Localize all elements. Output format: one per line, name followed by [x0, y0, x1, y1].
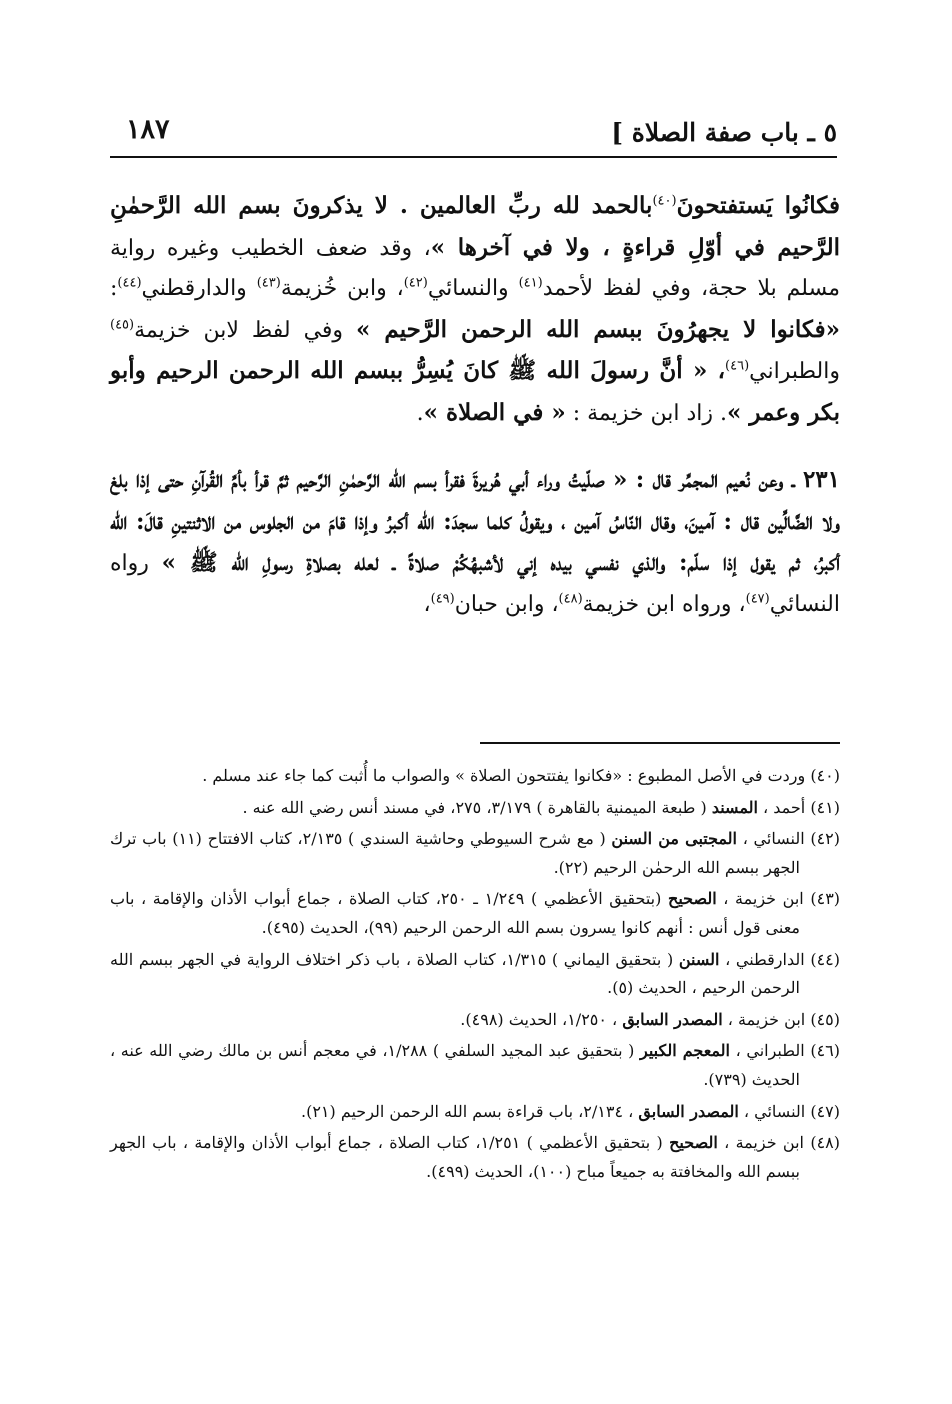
- footnote-number: (٤٤): [810, 949, 841, 969]
- hadith-number: ٢٣١ ـ وعن نُعيم المجمِّر قال :: [627, 466, 840, 493]
- footnote-40: [110, 762, 840, 791]
- chapter-title: ٥ ـ باب صفة الصلاة ]: [611, 118, 837, 147]
- footnote-text: الطبراني ،: [730, 1041, 805, 1061]
- footnote-44: [110, 946, 840, 1003]
- footnote-45: [110, 1006, 840, 1035]
- footnote-text: النسائي ،: [737, 829, 805, 849]
- footnote-text: ابن خزيمة ،: [717, 1133, 804, 1153]
- footnote-ref-42[interactable]: (٤٢): [403, 275, 428, 291]
- footnote-text: ، ١/٢٥٠، الحديث (٤٩٨).: [460, 1009, 623, 1029]
- footnote-ref-46[interactable]: (٤٦): [725, 358, 750, 374]
- body-text: ، وابن خُزيمة: [280, 276, 404, 301]
- footnote-separator: [480, 742, 840, 744]
- footnote-text: وردت في الأصل المطبوع : «فكانوا يفتتحون الصلاة » والصواب ما أُثبت كما جاء عند مسلم .: [202, 766, 806, 785]
- footnote-text: ( مع شرح السيوطي وحاشية السندي ) ٢/١٣٥، كتاب الافتتاح (١١) باب ترك الجهر ببسم الله الرحمٰن الرحيم (٢٢).: [110, 829, 800, 877]
- quote-text: « في الصلاة »: [423, 398, 566, 426]
- hadith-231: [110, 460, 840, 625]
- body-text: والنسائي: [427, 276, 519, 301]
- footnote-ref-47[interactable]: (٤٧): [745, 591, 770, 607]
- main-text: [110, 186, 840, 625]
- source-title: السنن: [678, 949, 720, 969]
- footnote-text: النسائي ،: [738, 1101, 806, 1121]
- body-text: رواه النسائي: [110, 551, 840, 617]
- source-title: المسند: [711, 797, 758, 817]
- body-text: والطبراني: [749, 359, 840, 384]
- footnote-41: [110, 794, 840, 823]
- body-text: ، ورواه ابن خزيمة: [582, 591, 746, 617]
- footnote-text: ( بتحقيق اليماني ) ١/٣١٥، كتاب الصلاة ، باب ذكر اختلاف الرواية في الجهر ببسم الله الرحمن الرحيم ، الحديث (٥).: [110, 949, 800, 998]
- footnotes: [110, 762, 840, 1189]
- quote-text: «فكانوا لا يجهرُونَ ببسم الله الرحمن الرَّحيم »: [356, 315, 840, 343]
- header-rule: [110, 156, 837, 158]
- footnote-number: (٤٢): [810, 829, 841, 849]
- footnote-text: ( بتحقيق الأعظمي ) ١/٢٥١، كتاب الصلاة ، جماع أبواب الأذان والإقامة ، باب الجهر ببسم الله والمخافتة به جميعاً مباح (١٠٠)، الحديث (٤٩٩).: [110, 1133, 800, 1181]
- quote-text: بالحمد لله ربِّ العالمين . لا يذكرونَ بسم الله الرَّحمٰنِ الرَّحيم في أوّلِ قراءةٍ ، ولا في آخرها »: [110, 192, 840, 261]
- footnote-text: الدارقطني ،: [719, 949, 805, 969]
- footnote-ref-40[interactable]: (٤٠): [652, 193, 677, 209]
- footnote-ref-48[interactable]: (٤٨): [558, 591, 583, 607]
- footnote-ref-49[interactable]: (٤٩): [430, 591, 455, 607]
- footnote-number: (٤٣): [810, 889, 841, 909]
- footnote-number: (٤١): [810, 797, 840, 817]
- footnote-number: (٤٥): [810, 1009, 840, 1029]
- footnote-number: (٤٨): [810, 1133, 840, 1153]
- footnote-47: [110, 1098, 840, 1127]
- footnote-48: [110, 1129, 840, 1186]
- footnote-text: ابن خزيمة ،: [716, 889, 804, 909]
- footnote-text: ( بتحقيق عبد المجيد السلفي ) ١/٢٨٨، في معجم أنس بن مالك رضي الله عنه ، الحديث (٧٣٩).: [110, 1041, 800, 1089]
- footnote-ref-41[interactable]: (٤١): [518, 275, 543, 291]
- source-title: المصدر السابق: [638, 1101, 739, 1121]
- body-text: ،: [423, 591, 431, 617]
- quote-text: « صلّيتُ وراء أبي هُريرةَ فقرأ بسم الله الرَّحمٰنِ الرَّحيم ثمَّ قرأ بأمِّ القُرآنِ حتى إذا بلغ ولا الضَّالِّين قال : آمينَ، وقال النّاسُ آمين ، ويقولُ كلما سجدَ: الله أكبرُ وإذا قامَ من الجلوس من الاثنتينِ قالَ: الله أكبرُ، ثم يقول إذا سلّم: والذي نفسي بيده إني لأشبهُكُمْ صلاةً ـ لعله بصلاةِ رسولِ الله ﷺ »: [110, 466, 840, 576]
- footnote-text: ، ٢/١٣٤، باب قراءة بسم الله الرحمن الرحيم (٢١).: [300, 1101, 639, 1121]
- source-title: المصدر السابق: [622, 1009, 723, 1029]
- footnote-ref-43[interactable]: (٤٣): [256, 275, 281, 291]
- source-title: الصحيح: [667, 889, 717, 909]
- source-title: الصحيح: [669, 1133, 718, 1153]
- footnote-number: (٤٠): [810, 766, 840, 785]
- body-text: . زاد ابن خزيمة :: [565, 400, 727, 426]
- quote-text: ، « أنَّ رسولَ الله ﷺ كانَ يُسِرُّ ببسم الله الرحمن الرحيم وأبو بكر وعمر »: [110, 357, 840, 426]
- body-text: وفي لفظ لابن خزيمة: [134, 317, 357, 343]
- footnote-text: ابن خزيمة ،: [722, 1009, 806, 1029]
- footnote-text: (بتحقيق الأعظمي ) ١/٢٤٩ ـ ٢٥٠، كتاب الصلاة ، جماع أبواب الأذان والإقامة ، باب معنى قول أنس : أنهم كانوا يسرون بسم الله الرحمن الرحيم (٩٩)، الحديث (٤٩٥).: [110, 889, 800, 937]
- page-header: [110, 112, 837, 158]
- footnote-number: (٤٦): [810, 1041, 841, 1061]
- paragraph-continuation: [110, 186, 840, 434]
- page-number: ١٨٧: [126, 114, 170, 145]
- footnote-ref-45[interactable]: (٤٥): [110, 317, 135, 333]
- source-title: المجتبى من السنن: [611, 829, 738, 849]
- footnote-43: [110, 885, 840, 942]
- body-text: .: [416, 400, 424, 426]
- body-text: ، وابن حبان: [454, 591, 559, 617]
- footnote-number: (٤٧): [810, 1101, 840, 1121]
- body-text: :: [110, 276, 118, 301]
- footnote-46: [110, 1037, 840, 1094]
- footnote-text: أحمد ،: [757, 797, 806, 817]
- quote-text: فكانُوا يَستفتحونَ: [676, 192, 840, 219]
- source-title: المعجم الكبير: [640, 1041, 731, 1061]
- footnote-text: ( طبعة الميمنية بالقاهرة ) ٣/١٧٩، ٢٧٥، في مسند أنس رضي الله عنه .: [242, 797, 712, 817]
- body-text: ، وقد ضعف الخطيب وغيره رواية مسلم بلا حجة، وفي لفظ لأحمد: [110, 235, 840, 301]
- body-text: والدارقطني: [141, 276, 257, 301]
- footnote-ref-44[interactable]: (٤٤): [117, 275, 142, 291]
- footnote-42: [110, 825, 840, 882]
